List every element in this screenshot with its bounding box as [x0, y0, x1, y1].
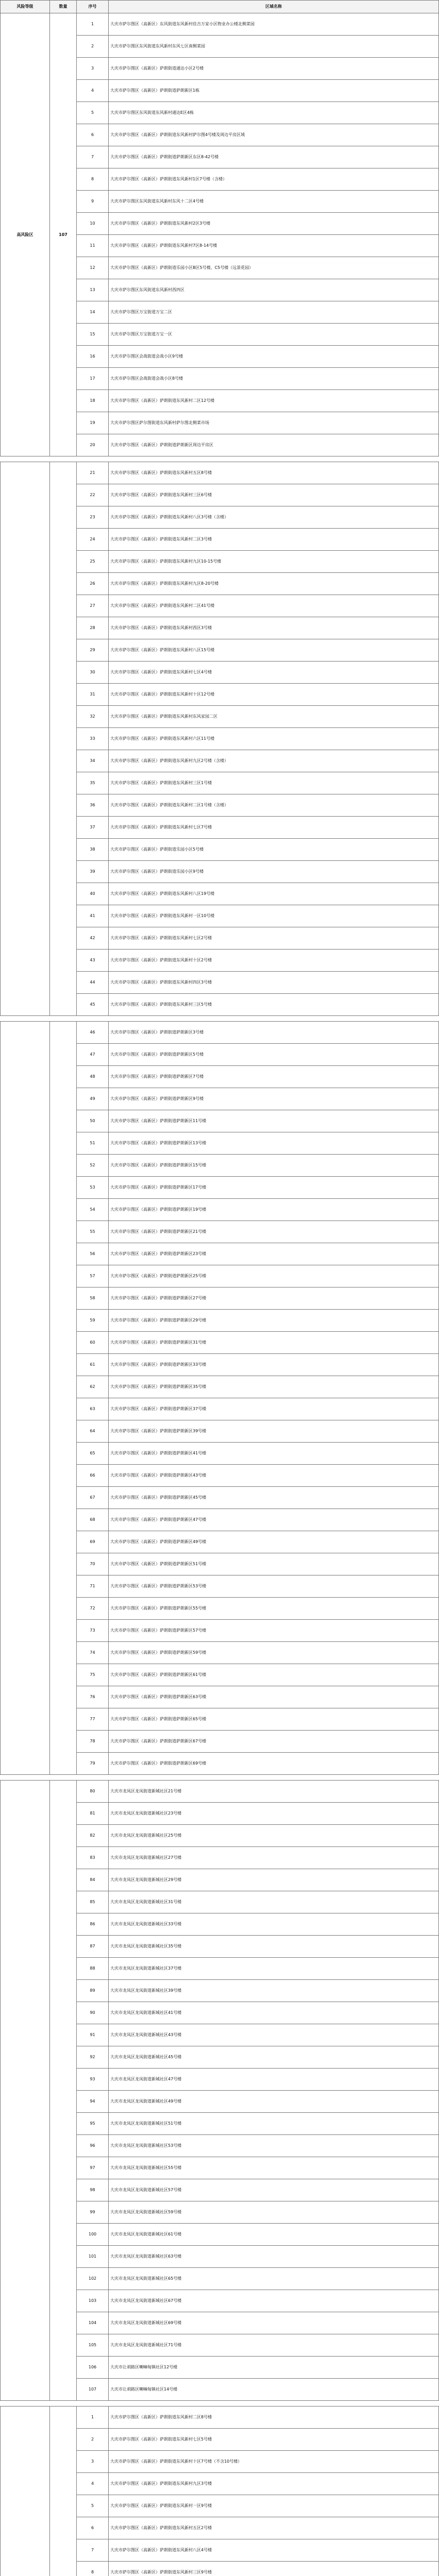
area-name: 大庆市萨尔图区东风街道东风新村通达E区4栋 — [109, 102, 439, 124]
row-index: 89 — [77, 1980, 109, 2002]
area-name: 大庆市萨尔图区（高新区）萨朗街道东风新村东风家园二区 — [109, 706, 439, 728]
area-name: 大庆市萨尔图区（高新区）萨朗街道萨朗新区9号楼 — [109, 1088, 439, 1110]
count-cell — [50, 1781, 77, 2401]
area-name: 大庆市萨尔图区万宝街道万宝一区 — [109, 324, 439, 346]
table-body — [1, 13, 439, 2576]
area-name: 大庆市龙凤区龙凤街道新城社区49号楼 — [109, 2091, 439, 2113]
area-name: 大庆市萨尔图区（高新区）萨朗街道萨朗新区49号楼 — [109, 1531, 439, 1553]
area-name: 大庆市萨尔图区（高新区）萨朗街道乐园小区9号楼 — [109, 861, 439, 883]
spacer-cell — [1, 1775, 439, 1781]
row-index: 49 — [77, 1088, 109, 1110]
area-name: 大庆市龙凤区龙凤街道新城社区33号楼 — [109, 1913, 439, 1936]
area-name: 大庆市萨尔图区（高新区）萨朗街道东风新村九区10-15号楼 — [109, 551, 439, 573]
row-index: 35 — [77, 772, 109, 794]
row-index: 59 — [77, 1310, 109, 1332]
count-cell — [50, 1022, 77, 1775]
area-name: 大庆市萨尔图区（高新区）萨朗街道东风新村二区1号楼（含楼） — [109, 794, 439, 817]
area-name: 大庆市萨尔图区（高新区）萨朗街道萨朗新区5号楼 — [109, 1044, 439, 1066]
area-name: 大庆市龙凤区龙凤街道新城社区61号楼 — [109, 2224, 439, 2246]
area-name: 大庆市萨尔图区（高新区）萨朗街道东风新村九区2号楼（含楼） — [109, 750, 439, 772]
row-index: 77 — [77, 1708, 109, 1731]
group-spacer — [1, 2401, 439, 2406]
area-name: 大庆市萨尔图区（高新区）萨朗街道东风新村一区9号楼 — [109, 2495, 439, 2517]
row-index: 24 — [77, 529, 109, 551]
row-index: 44 — [77, 972, 109, 994]
area-name: 大庆市萨尔图区东风街道东风新村东风七区南侧菜园 — [109, 36, 439, 58]
area-name: 大庆市萨尔图区（高新区）萨朗街道东风新村七区2号楼 — [109, 927, 439, 950]
row-index: 25 — [77, 551, 109, 573]
area-name: 大庆市萨尔图区（高新区）萨朗街道萨朗新区23号楼 — [109, 1243, 439, 1265]
area-name: 大庆市龙凤区龙凤街道新城社区53号楼 — [109, 2135, 439, 2157]
row-index: 61 — [77, 1354, 109, 1376]
row-index: 69 — [77, 1531, 109, 1553]
area-name: 大庆市龙凤区龙凤街道新城社区67号楼 — [109, 2290, 439, 2312]
row-index: 11 — [77, 235, 109, 257]
row-index: 107 — [77, 2379, 109, 2401]
row-index: 28 — [77, 617, 109, 639]
row-index: 99 — [77, 2201, 109, 2224]
row-index: 7 — [77, 2539, 109, 2562]
area-name: 大庆市龙凤区龙凤街道新城社区37号楼 — [109, 1958, 439, 1980]
area-name: 大庆市萨尔图区（高新区）萨朗街道萨朗新区1栋 — [109, 80, 439, 102]
row-index: 10 — [77, 213, 109, 235]
row-index: 29 — [77, 639, 109, 662]
row-index: 22 — [77, 484, 109, 506]
area-name: 大庆市萨尔图区（高新区）萨朗街道东风新村2区3号楼 — [109, 213, 439, 235]
row-index: 56 — [77, 1243, 109, 1265]
row-index: 86 — [77, 1913, 109, 1936]
row-index: 1 — [77, 13, 109, 36]
area-name: 大庆市龙凤区龙凤街道新城社区63号楼 — [109, 2246, 439, 2268]
row-index: 30 — [77, 662, 109, 684]
row-index: 66 — [77, 1465, 109, 1487]
row-index: 42 — [77, 927, 109, 950]
row-index: 87 — [77, 1936, 109, 1958]
area-name: 大庆市萨尔图区（高新区）萨朗街道萨朗新区35号楼 — [109, 1376, 439, 1398]
area-name: 大庆市萨尔图区（高新区）萨朗街道萨朗新区17号楼 — [109, 1177, 439, 1199]
area-name: 大庆市萨尔图区（高新区）萨朗街道东风新村1区7号楼（含楼） — [109, 168, 439, 191]
row-index: 50 — [77, 1110, 109, 1132]
area-name: 大庆市龙凤区龙凤街道新城社区69号楼 — [109, 2312, 439, 2334]
row-index: 75 — [77, 1664, 109, 1686]
count-cell: 107 — [50, 13, 77, 456]
area-name: 大庆市萨尔图区（高新区）萨朗街道东风新村十区12号楼 — [109, 684, 439, 706]
row-index: 36 — [77, 794, 109, 817]
row-index: 16 — [77, 346, 109, 368]
area-name: 大庆市龙凤区龙凤街道新城社区25号楼 — [109, 1825, 439, 1847]
area-name: 大庆市萨尔图区（高新区）萨朗街道萨朗新区东区8-42号楼 — [109, 146, 439, 168]
area-name: 大庆市萨尔图区会战街道会战小区9号楼 — [109, 346, 439, 368]
area-name: 大庆市萨尔图区（高新区）萨朗街道东风新村五区8号楼 — [109, 462, 439, 484]
area-name: 大庆市萨尔图区（高新区）萨朗街道东风新村二区8号楼 — [109, 2406, 439, 2429]
spacer-cell — [1, 1016, 439, 1022]
row-index: 52 — [77, 1155, 109, 1177]
row-index: 39 — [77, 861, 109, 883]
row-index: 14 — [77, 301, 109, 324]
table-row — [1, 13, 439, 36]
row-index: 64 — [77, 1420, 109, 1443]
area-name: 大庆市龙凤区龙凤街道新城社区55号楼 — [109, 2157, 439, 2179]
row-index: 74 — [77, 1642, 109, 1664]
row-index: 88 — [77, 1958, 109, 1980]
area-name: 大庆市萨尔图区（高新区）萨朗街道东风新村二区12号楼 — [109, 390, 439, 412]
row-index: 67 — [77, 1487, 109, 1509]
area-name: 大庆市萨尔图区（高新区）萨朗街道东风新村十区7号楼（不含10号楼） — [109, 2451, 439, 2473]
area-name: 大庆市萨尔图区（高新区）萨朗街道萨朗新区13号楼 — [109, 1132, 439, 1155]
area-name: 大庆市萨尔图区（高新区）萨朗街道萨朗新区7号楼 — [109, 1066, 439, 1088]
row-index: 93 — [77, 2069, 109, 2091]
row-index: 4 — [77, 2473, 109, 2495]
area-name: 大庆市龙凤区龙凤街道新城社区41号楼 — [109, 2002, 439, 2024]
area-name: 大庆市龙凤区龙凤街道新城社区45号楼 — [109, 2046, 439, 2069]
area-name: 大庆市萨尔图区（高新区）萨朗街道东风新村七区7号楼 — [109, 817, 439, 839]
row-index: 95 — [77, 2113, 109, 2135]
area-name: 大庆市萨尔图区（高新区）萨朗街道萨朗新区67号楼 — [109, 1731, 439, 1753]
row-index: 76 — [77, 1686, 109, 1708]
row-index: 102 — [77, 2268, 109, 2290]
row-index: 45 — [77, 994, 109, 1016]
area-name: 大庆市龙凤区龙凤街道新城社区57号楼 — [109, 2179, 439, 2201]
area-name: 大庆市萨尔图区（高新区）萨朗街道东风新村7区8-14号楼 — [109, 235, 439, 257]
row-index: 96 — [77, 2135, 109, 2157]
row-index: 101 — [77, 2246, 109, 2268]
area-name: 大庆市萨尔图区（高新区）萨朗街道萨朗新区43号楼 — [109, 1465, 439, 1487]
area-name: 大庆市龙凤区龙凤街道新城社区59号楼 — [109, 2201, 439, 2224]
header-risk-level: 风险等级 — [1, 1, 50, 13]
row-index: 31 — [77, 684, 109, 706]
area-name: 大庆市龙凤区龙凤街道新城社区27号楼 — [109, 1847, 439, 1869]
spacer-cell — [1, 2401, 439, 2406]
row-index: 106 — [77, 2357, 109, 2379]
row-index: 65 — [77, 1443, 109, 1465]
risk-level-cell — [1, 1781, 50, 2401]
row-index: 57 — [77, 1265, 109, 1287]
row-index: 62 — [77, 1376, 109, 1398]
table-row — [1, 1022, 439, 1044]
row-index: 27 — [77, 595, 109, 617]
row-index: 3 — [77, 2451, 109, 2473]
group-spacer — [1, 1016, 439, 1022]
area-name: 大庆市萨尔图区（高新区）萨朗街道东风新村二区41号楼 — [109, 595, 439, 617]
row-index: 6 — [77, 124, 109, 146]
row-index: 53 — [77, 1177, 109, 1199]
row-index: 55 — [77, 1221, 109, 1243]
area-name: 大庆市萨尔图区（高新区）萨朗街道萨朗新区61号楼 — [109, 1664, 439, 1686]
row-index: 90 — [77, 2002, 109, 2024]
area-name: 大庆市萨尔图区（高新区）萨朗街道东风新村七区4号楼 — [109, 662, 439, 684]
row-index: 2 — [77, 36, 109, 58]
risk-level-cell — [1, 2406, 50, 2576]
area-name: 大庆市萨尔图区萨尔图街道东风新村萨尔图北侧菜市场 — [109, 412, 439, 434]
row-index: 71 — [77, 1575, 109, 1598]
risk-level-cell: 高风险区 — [1, 13, 50, 456]
row-index: 58 — [77, 1287, 109, 1310]
area-name: 大庆市萨尔图区（高新区）萨朗街道萨朗新区47号楼 — [109, 1509, 439, 1531]
table-row — [1, 2406, 439, 2429]
area-name: 大庆市萨尔图区（高新区）萨朗街道东风新村萨尔图4号楼及周边平房区域 — [109, 124, 439, 146]
row-index: 23 — [77, 506, 109, 529]
area-name: 大庆市萨尔图区（高新区）萨朗街道东风新村七区5号楼 — [109, 2429, 439, 2451]
row-index: 78 — [77, 1731, 109, 1753]
area-name: 大庆市萨尔图区（高新区）萨朗街道萨朗新区51号楼 — [109, 1553, 439, 1575]
area-name: 大庆市萨尔图区（高新区）萨朗街道萨朗新区25号楼 — [109, 1265, 439, 1287]
area-name: 大庆市萨尔图区（高新区）萨朗街道东风新村八区4号楼 — [109, 2539, 439, 2562]
row-index: 72 — [77, 1598, 109, 1620]
area-name: 大庆市萨尔图区（高新区）萨朗街道东风新村一区10号楼 — [109, 905, 439, 927]
row-index: 68 — [77, 1509, 109, 1531]
risk-level-cell — [1, 462, 50, 1016]
row-index: 6 — [77, 2517, 109, 2539]
row-index: 79 — [77, 1753, 109, 1775]
area-name: 大庆市萨尔图区（高新区）萨朗街道东风新村三区6号楼 — [109, 484, 439, 506]
area-name: 大庆市萨尔图区（高新区）萨朗街道乐园小区5号楼 — [109, 839, 439, 861]
area-name: 大庆市萨尔图区会战街道会战小区8号楼 — [109, 368, 439, 390]
area-name: 大庆市萨尔图区（高新区）萨朗街道萨朗新区39号楼 — [109, 1420, 439, 1443]
row-index: 94 — [77, 2091, 109, 2113]
row-index: 103 — [77, 2290, 109, 2312]
row-index: 38 — [77, 839, 109, 861]
row-index: 84 — [77, 1869, 109, 1891]
group-spacer — [1, 1775, 439, 1781]
row-index: 47 — [77, 1044, 109, 1066]
area-name: 大庆市萨尔图区（高新区）萨朗街道萨朗新区45号楼 — [109, 1487, 439, 1509]
area-name: 大庆市萨尔图区（高新区）萨朗街道东风新村九区8-20号楼 — [109, 573, 439, 595]
area-name: 大庆市龙凤区龙凤街道新城社区31号楼 — [109, 1891, 439, 1913]
header-area-name: 区域名称 — [109, 1, 439, 13]
row-index: 8 — [77, 168, 109, 191]
area-name: 大庆市萨尔图区（高新区）萨朗街道萨朗新区21号楼 — [109, 1221, 439, 1243]
row-index: 2 — [77, 2429, 109, 2451]
row-index: 104 — [77, 2312, 109, 2334]
row-index: 32 — [77, 706, 109, 728]
count-cell — [50, 2406, 77, 2576]
row-index: 20 — [77, 434, 109, 456]
area-name: 大庆市萨尔图区（高新区）萨朗街道东风新村三区1号楼 — [109, 772, 439, 794]
area-name: 大庆市萨尔图区（高新区）萨朗街道东风新村八区19号楼 — [109, 883, 439, 905]
area-name: 大庆市龙凤区龙凤街道新城社区21号楼 — [109, 1781, 439, 1803]
area-name: 大庆市萨尔图区（高新区）萨朗街道萨朗新区周边平房区 — [109, 434, 439, 456]
area-name: 大庆市龙凤区龙凤街道新城社区23号楼 — [109, 1803, 439, 1825]
area-name: 大庆市萨尔图区东风街道东风新村西四区 — [109, 279, 439, 301]
area-name: 大庆市萨尔图区（高新区）萨朗街道萨朗新区63号楼 — [109, 1686, 439, 1708]
area-name: 大庆市萨尔图区（高新区）萨朗街道萨朗新区19号楼 — [109, 1199, 439, 1221]
area-name: 大庆市龙凤区龙凤街道新城社区35号楼 — [109, 1936, 439, 1958]
row-index: 12 — [77, 257, 109, 279]
area-name: 大庆市萨尔图区（高新区）萨朗街道萨朗新区31号楼 — [109, 1332, 439, 1354]
area-name: 大庆市萨尔图区（高新区）萨朗街道东风新村八区15号楼 — [109, 639, 439, 662]
table-header-row — [1, 1, 439, 13]
row-index: 41 — [77, 905, 109, 927]
row-index: 33 — [77, 728, 109, 750]
row-index: 82 — [77, 1825, 109, 1847]
area-name: 大庆市龙凤区龙凤街道新城社区65号楼 — [109, 2268, 439, 2290]
row-index: 17 — [77, 368, 109, 390]
row-index: 60 — [77, 1332, 109, 1354]
row-index: 48 — [77, 1066, 109, 1088]
row-index: 54 — [77, 1199, 109, 1221]
row-index: 26 — [77, 573, 109, 595]
area-name: 大庆市萨尔图区（高新区）萨朗街道萨朗新区3号楼 — [109, 1022, 439, 1044]
area-name: 大庆市萨尔图区（高新区）萨朗街道萨朗新区65号楼 — [109, 1708, 439, 1731]
area-name: 大庆市萨尔图区（高新区）萨朗街道萨朗新区69号楼 — [109, 1753, 439, 1775]
area-name: 大庆市龙凤区龙凤街道新城社区47号楼 — [109, 2069, 439, 2091]
area-name: 大庆市萨尔图区（高新区）萨朗街道萨朗新区59号楼 — [109, 1642, 439, 1664]
row-index: 105 — [77, 2334, 109, 2357]
area-name: 大庆市萨尔图区（高新区）萨朗街道萨朗新区33号楼 — [109, 1354, 439, 1376]
area-name: 大庆市龙凤区龙凤街道新城社区29号楼 — [109, 1869, 439, 1891]
area-name: 大庆市萨尔图区（高新区）萨朗街道东风新村九区3号楼 — [109, 2473, 439, 2495]
row-index: 46 — [77, 1022, 109, 1044]
row-index: 70 — [77, 1553, 109, 1575]
area-name: 大庆市萨尔图区（高新区）萨朗街道萨朗新区37号楼 — [109, 1398, 439, 1420]
area-name: 大庆市萨尔图区（高新区）萨朗街道萨朗新区15号楼 — [109, 1155, 439, 1177]
row-index: 3 — [77, 58, 109, 80]
area-name: 大庆市萨尔图区（高新区）萨朗街道萨朗新区55号楼 — [109, 1598, 439, 1620]
area-name: 大庆市萨尔图区（高新区）东风街道东风新村佳吉万家小区物业办公楼北侧菜园 — [109, 13, 439, 36]
spacer-cell — [1, 456, 439, 462]
row-index: 100 — [77, 2224, 109, 2246]
area-name: 大庆市萨尔图区（高新区）萨朗街道通达小区2号楼 — [109, 58, 439, 80]
area-name: 大庆市萨尔图区（高新区）萨朗街道萨朗新区57号楼 — [109, 1620, 439, 1642]
area-name: 大庆市萨尔图区（高新区）萨朗街道萨朗新区27号楼 — [109, 1287, 439, 1310]
row-index: 15 — [77, 324, 109, 346]
area-name: 大庆市萨尔图区（高新区）萨朗街道东风新村六区11号楼 — [109, 728, 439, 750]
area-name: 大庆市萨尔图区万宝街道万宝二区 — [109, 301, 439, 324]
row-index: 8 — [77, 2562, 109, 2576]
header-index: 序号 — [77, 1, 109, 13]
area-name: 大庆市萨尔图区（高新区）萨朗街道萨朗新区41号楼 — [109, 1443, 439, 1465]
row-index: 43 — [77, 950, 109, 972]
row-index: 19 — [77, 412, 109, 434]
row-index: 13 — [77, 279, 109, 301]
header-count: 数量 — [50, 1, 77, 13]
area-name: 大庆市龙凤区龙凤街道新城社区43号楼 — [109, 2024, 439, 2046]
area-name: 大庆市萨尔图区（高新区）萨朗街道东风新村五区2号楼 — [109, 2517, 439, 2539]
row-index: 5 — [77, 2495, 109, 2517]
row-index: 83 — [77, 1847, 109, 1869]
row-index: 4 — [77, 80, 109, 102]
row-index: 37 — [77, 817, 109, 839]
table-row — [1, 462, 439, 484]
count-cell — [50, 462, 77, 1016]
area-name: 大庆市萨尔图区（高新区）萨朗街道东风新村八区3号楼（含楼） — [109, 506, 439, 529]
row-index: 5 — [77, 102, 109, 124]
risk-level-cell — [1, 1022, 50, 1775]
area-name: 大庆市萨尔图区东风街道东风新村东风十二区4号楼 — [109, 191, 439, 213]
row-index: 63 — [77, 1398, 109, 1420]
group-spacer — [1, 456, 439, 462]
area-name: 大庆市让胡路区喇嘛甸镇社区12号楼 — [109, 2357, 439, 2379]
row-index: 98 — [77, 2179, 109, 2201]
area-name: 大庆市萨尔图区（高新区）萨朗街道东风新村四区3号楼 — [109, 972, 439, 994]
row-index: 9 — [77, 191, 109, 213]
row-index: 92 — [77, 2046, 109, 2069]
area-name: 大庆市萨尔图区（高新区）萨朗街道萨朗新区11号楼 — [109, 1110, 439, 1132]
area-name: 大庆市让胡路区喇嘛甸镇社区14号楼 — [109, 2379, 439, 2401]
area-name: 大庆市萨尔图区（高新区）萨朗街道东风新村二区3号楼 — [109, 529, 439, 551]
row-index: 91 — [77, 2024, 109, 2046]
row-index: 40 — [77, 883, 109, 905]
area-name: 大庆市萨尔图区（高新区）萨朗街道东风新村西区3号楼 — [109, 617, 439, 639]
row-index: 97 — [77, 2157, 109, 2179]
area-name: 大庆市龙凤区龙凤街道新城社区39号楼 — [109, 1980, 439, 2002]
row-index: 18 — [77, 390, 109, 412]
row-index: 21 — [77, 462, 109, 484]
area-name: 大庆市萨尔图区（高新区）萨朗街道东风新村三区5号楼 — [109, 994, 439, 1016]
row-index: 81 — [77, 1803, 109, 1825]
area-name: 大庆市萨尔图区（高新区）萨朗街道萨朗新区53号楼 — [109, 1575, 439, 1598]
row-index: 7 — [77, 146, 109, 168]
row-index: 51 — [77, 1132, 109, 1155]
row-index: 34 — [77, 750, 109, 772]
table-row — [1, 1781, 439, 1803]
row-index: 80 — [77, 1781, 109, 1803]
row-index: 1 — [77, 2406, 109, 2429]
area-name: 大庆市龙凤区龙凤街道新城社区51号楼 — [109, 2113, 439, 2135]
area-name: 大庆市萨尔图区（高新区）萨朗街道萨朗新区29号楼 — [109, 1310, 439, 1332]
row-index: 85 — [77, 1891, 109, 1913]
area-name: 大庆市萨尔图区（高新区）萨朗街道东风新村十区2号楼 — [109, 950, 439, 972]
row-index: 73 — [77, 1620, 109, 1642]
area-name: 大庆市龙凤区龙凤街道新城社区71号楼 — [109, 2334, 439, 2357]
area-name: 大庆市萨尔图区（高新区）萨朗街道东风新村三区9号楼 — [109, 2562, 439, 2576]
area-name: 大庆市萨尔图区（高新区）萨朗街道乐园小区B区5号楼、C5号楼（远景花园） — [109, 257, 439, 279]
